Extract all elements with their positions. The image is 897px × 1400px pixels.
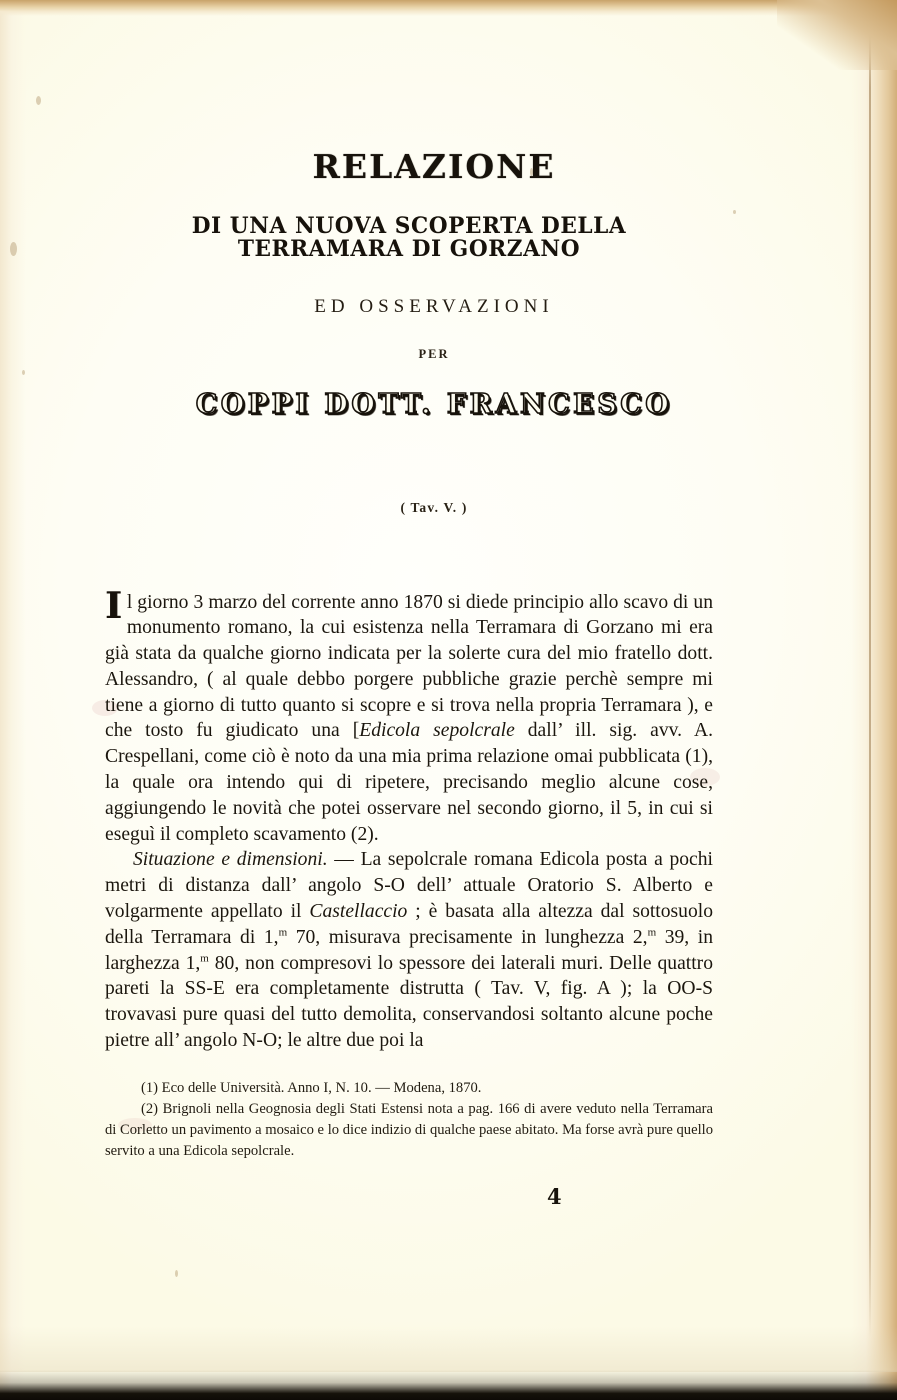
title-block xyxy=(105,0,713,516)
body-text xyxy=(105,584,714,1054)
paragraph-2-text-part-2: ; è basata alla altezza dal sottosuolo della Terramara di 1, xyxy=(105,901,714,948)
footnote-1: (1) Eco delle Università. Anno I, N. 10. — Modena, 1870. xyxy=(141,1079,482,1096)
byline-label: PER xyxy=(418,347,450,361)
paragraph-1-text-part-1: l giorno 3 marzo del corrente anno 1870 si diede principio allo scavo di un monumento romano, la cui esistenza nella Terramara di Gorzano mi era già stata da qualche giorno indicata per la solerte cura del mio fratello dott. Alessandro, ( al quale debbo porgere pubbliche grazie perchè sempre mi tiene a giorno di tutto quanto si scopre e si trova nella propria Terramara ), e che tosto fu giudicato una [ xyxy=(105,591,713,742)
document-subtitle-secondary: ED OSSERVAZIONI xyxy=(314,296,554,317)
paragraph-2-text-part-5: 80, non compresovi lo spessore dei laterali muri. Delle quattro pareti la SS-E era completamente distrutta ( Tav. V, fig. A ); la OO-S trovavasi pure quasi del tutto demolita, conservandosi soltanto alcune poche pietre all’ angolo N-O; le altre due poi la xyxy=(105,952,713,1052)
scan-speck xyxy=(10,242,17,256)
author-name: COPPI DOTT. FRANCESCO xyxy=(195,388,673,420)
scan-speck xyxy=(733,210,736,214)
measurement-superscript-metre: m xyxy=(278,926,288,939)
italic-term-castellaccio: Castellaccio xyxy=(309,901,408,923)
document-subtitle: DI UNA NUOVA SCOPERTA DELLA TERRAMARA DI GORZANO xyxy=(191,213,627,262)
paragraph-opening xyxy=(105,584,713,848)
page-edge-right-line xyxy=(869,8,871,1338)
drop-cap: I xyxy=(105,584,122,627)
page-content-column xyxy=(105,0,713,1209)
scan-speck xyxy=(36,96,41,105)
paragraph-1-text-part-2: dall’ ill. sig. avv. A. Crespellani, come ciò è noto da una mia prima relazione omai pubblicata (1), la quale ora intendo qui di ripetere, precisando meglio alcune cose, aggiungendo le novità che potei osservare nel secondo giorno, il 5, in cui si eseguì il completo scavamento (2). xyxy=(105,720,713,845)
scan-speck xyxy=(175,1270,178,1277)
section-lead-italic: Situazione e dimensioni. xyxy=(133,849,328,871)
scan-speck xyxy=(22,370,25,375)
italic-term-edicola-sepolcrale: Edicola sepolcrale xyxy=(359,720,515,742)
footnote-2: (2) Brignoli nella Geognosia degli Stati Estensi nota a pag. 166 di avere veduto nella Terramara di Corletto un pavimento a mosaico e lo dice indizio di qualche paese abitato. Ma forse avrà pure quello servito a una Edicola sepolcrale. xyxy=(105,1100,713,1159)
page-edge-bottom-dark xyxy=(0,1370,897,1400)
page-edge-right xyxy=(851,0,897,1400)
page-corner-top-right xyxy=(777,0,897,70)
page-edge-left xyxy=(0,0,26,1400)
paragraph-2-text-part-3: 70, misurava precisamente in lunghezza 2, xyxy=(287,926,648,948)
paragraph-situazione-e-dimensioni xyxy=(105,847,713,1053)
paragraph-2-text-part-4: 39, in larghezza 1, xyxy=(105,926,714,974)
page-edge-bottom-fade xyxy=(0,1326,897,1372)
paragraph-2-text-part-1: — La sepolcrale romana Edicola posta a pochi metri di distanza dall’ angolo S-O dell’ attuale Oratorio S. Alberto e volgarmente appellato il xyxy=(105,849,713,923)
measurement-superscript-metre: m xyxy=(647,926,657,939)
measurement-superscript-metre: m xyxy=(200,952,209,965)
page-number: 4 xyxy=(547,1183,562,1209)
footnotes-block xyxy=(105,1078,713,1162)
plate-reference: ( Tav. V. ) xyxy=(400,499,468,515)
document-title: RELAZIONE xyxy=(312,147,556,186)
